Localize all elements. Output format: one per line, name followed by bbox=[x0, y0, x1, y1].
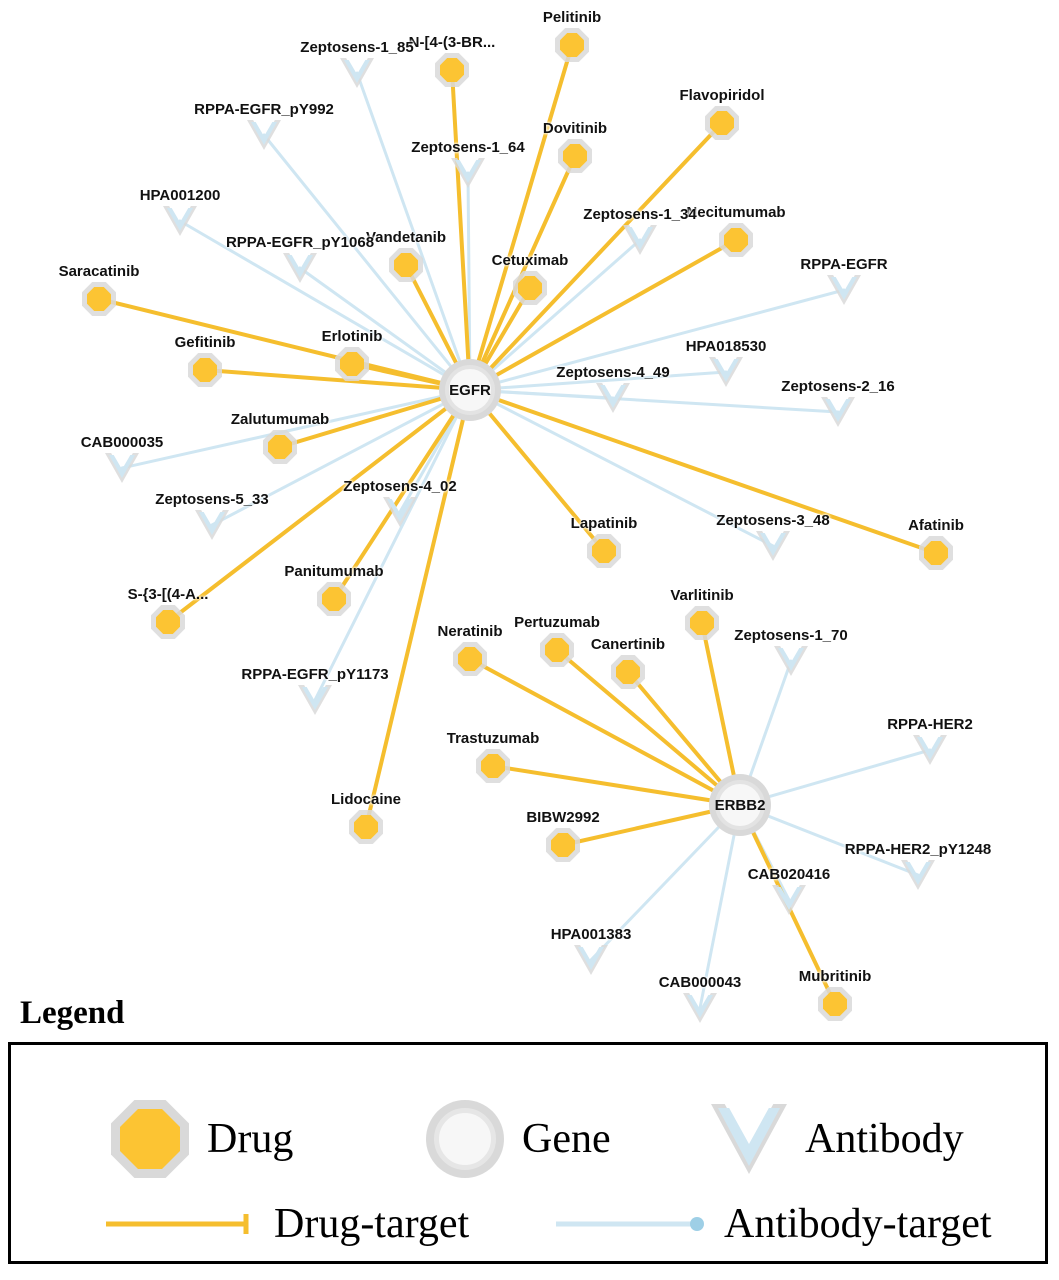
drug-node-trastuzumab[interactable] bbox=[446, 730, 540, 783]
node-label: Dovitinib bbox=[542, 120, 608, 137]
node-label: Zalutumumab bbox=[230, 411, 330, 428]
gene-node-egfr[interactable] bbox=[439, 359, 501, 421]
node-label: CAB000035 bbox=[80, 434, 164, 451]
antibody-node-zeptosens-2-16[interactable] bbox=[781, 378, 895, 427]
node-label: Zeptosens-2_16 bbox=[781, 378, 895, 395]
node-label: RPPA-EGFR_pY1173 bbox=[241, 666, 389, 683]
antibody-shape bbox=[827, 275, 861, 305]
node-label: HPA018530 bbox=[685, 338, 767, 355]
drug-core bbox=[193, 358, 217, 382]
antibody-node-zeptosens-1-64[interactable] bbox=[411, 139, 525, 188]
node-label: Mubritinib bbox=[798, 968, 872, 985]
drug-target-edge-icon bbox=[106, 1209, 256, 1239]
drug-node-flavopiridol[interactable] bbox=[679, 87, 765, 140]
node-label: Afatinib bbox=[908, 517, 964, 534]
node-label: CAB020416 bbox=[747, 866, 831, 883]
node-label: Zeptosens-5_33 bbox=[155, 491, 269, 508]
antibody-shape bbox=[163, 206, 197, 236]
antibody-node-rppa-egfr-py1173[interactable] bbox=[241, 666, 389, 715]
antibody-node-rppa-egfr-py992[interactable] bbox=[194, 101, 334, 150]
node-label: Pelitinib bbox=[542, 9, 602, 26]
node-label: Flavopiridol bbox=[679, 87, 765, 104]
node-label: ERBB2 bbox=[714, 796, 766, 814]
antibody-node-hpa001200[interactable] bbox=[139, 187, 221, 236]
antibody-node-rppa-egfr[interactable] bbox=[800, 256, 888, 305]
drug-node-afatinib[interactable] bbox=[908, 517, 964, 570]
node-label: Vandetanib bbox=[365, 229, 447, 246]
antibody-node-zeptosens-1-85[interactable] bbox=[300, 39, 414, 88]
node-label: Saracatinib bbox=[58, 263, 140, 280]
antibody-shape bbox=[298, 685, 332, 715]
drug-core bbox=[268, 435, 292, 459]
drug-node-pelitinib[interactable] bbox=[542, 9, 602, 62]
antibody-node-rppa-egfr-py1068[interactable] bbox=[225, 234, 375, 283]
drug-node-canertinib[interactable] bbox=[590, 636, 666, 689]
node-label: Gefitinib bbox=[174, 334, 236, 351]
node-label: Erlotinib bbox=[321, 328, 383, 345]
drug-node-lapatinib[interactable] bbox=[570, 515, 638, 568]
node-label: RPPA-HER2_pY1248 bbox=[844, 841, 992, 858]
drug-node-icon bbox=[111, 1100, 189, 1178]
drug-node-erlotinib[interactable] bbox=[321, 328, 383, 381]
antibody-shape bbox=[774, 646, 808, 676]
legend-label-antibody-target: Antibody-target bbox=[724, 1201, 992, 1247]
antibody-shape bbox=[901, 860, 935, 890]
antibody-node-cab020416[interactable] bbox=[747, 866, 831, 915]
drug-node-gefitinib[interactable] bbox=[174, 334, 236, 387]
node-label: RPPA-HER2 bbox=[887, 716, 973, 733]
antibody-shape bbox=[772, 885, 806, 915]
antibody-shape bbox=[709, 357, 743, 387]
antibody-node-rppa-her2-py1248[interactable] bbox=[844, 841, 992, 890]
drug-node-neratinib[interactable] bbox=[437, 623, 503, 676]
drug-node-cetuximab[interactable] bbox=[491, 252, 569, 305]
antibody-shape bbox=[821, 397, 855, 427]
drug-node-vandetanib[interactable] bbox=[365, 229, 447, 282]
antibody-node-zeptosens-1-70[interactable] bbox=[734, 627, 848, 676]
node-label: Canertinib bbox=[590, 636, 666, 653]
node-label: CAB000043 bbox=[658, 974, 742, 991]
antibody-node-cab000043[interactable] bbox=[658, 974, 742, 1023]
antibody-shape bbox=[340, 58, 374, 88]
gene-node-icon bbox=[426, 1100, 504, 1178]
node-label: Zeptosens-1_64 bbox=[411, 139, 525, 156]
node-label: RPPA-EGFR bbox=[800, 256, 888, 273]
drug-node-necitumumab[interactable] bbox=[686, 204, 786, 257]
antibody-shape bbox=[283, 253, 317, 283]
node-label: Zeptosens-4_02 bbox=[343, 478, 457, 495]
node-label: Zeptosens-4_49 bbox=[556, 364, 670, 381]
legend-edge-drug-target bbox=[106, 1200, 469, 1248]
node-label: Zeptosens-1_70 bbox=[734, 627, 848, 644]
node-label: Neratinib bbox=[437, 623, 503, 640]
drug-node-varlitinib[interactable] bbox=[670, 587, 734, 640]
node-label: RPPA-EGFR_pY1068 bbox=[225, 234, 375, 251]
drug-node-lidocaine[interactable] bbox=[330, 791, 402, 844]
antibody-node-zeptosens-4-02[interactable] bbox=[343, 478, 457, 527]
gene-node-erbb2[interactable] bbox=[709, 774, 771, 836]
node-label: EGFR bbox=[449, 381, 491, 399]
legend-item-antibody bbox=[711, 1104, 964, 1174]
node-label: S-{3-[(4-A... bbox=[127, 586, 209, 603]
drug-core bbox=[394, 253, 418, 277]
drug-core bbox=[340, 352, 364, 376]
antibody-node-hpa018530[interactable] bbox=[685, 338, 767, 387]
drug-core bbox=[440, 58, 464, 82]
node-label: Trastuzumab bbox=[446, 730, 540, 747]
antibody-node-rppa-her2[interactable] bbox=[887, 716, 973, 765]
antibody-shape bbox=[451, 158, 485, 188]
legend-label-drug: Drug bbox=[207, 1116, 294, 1162]
node-label: Zeptosens-1_34 bbox=[583, 206, 697, 223]
drug-node-panitumumab[interactable] bbox=[284, 563, 384, 616]
antibody-shape bbox=[383, 497, 417, 527]
node-label: Panitumumab bbox=[284, 563, 384, 580]
node-label: Necitumumab bbox=[686, 204, 786, 221]
node-label: Lidocaine bbox=[330, 791, 402, 808]
edge bbox=[315, 390, 470, 700]
antibody-shape bbox=[683, 993, 717, 1023]
legend-label-drug-target: Drug-target bbox=[274, 1201, 470, 1247]
legend-edge-antibody-target bbox=[556, 1200, 992, 1248]
node-label: RPPA-EGFR_pY992 bbox=[194, 101, 334, 118]
node-label: BIBW2992 bbox=[526, 809, 600, 826]
antibody-target-edge-icon bbox=[556, 1209, 706, 1239]
antibody-shape bbox=[756, 531, 790, 561]
legend-item-drug bbox=[111, 1100, 293, 1178]
antibody-shape bbox=[247, 120, 281, 150]
drug-core bbox=[87, 287, 111, 311]
node-label: Zeptosens-1_85 bbox=[300, 39, 414, 56]
antibody-shape bbox=[596, 383, 630, 413]
drug-node-n-4-3-br[interactable] bbox=[408, 34, 496, 87]
antibody-node-zeptosens-5-33[interactable] bbox=[155, 491, 269, 540]
antibody-node-cab000035[interactable] bbox=[80, 434, 164, 483]
legend-label-gene: Gene bbox=[522, 1116, 611, 1162]
drug-node-zalutumumab[interactable] bbox=[230, 411, 330, 464]
antibody-node-zeptosens-4-49[interactable] bbox=[556, 364, 670, 413]
node-label: Pertuzumab bbox=[514, 614, 600, 631]
antibody-shape bbox=[623, 225, 657, 255]
legend-title: Legend bbox=[20, 995, 125, 1031]
drug-node-mubritinib[interactable] bbox=[798, 968, 872, 1021]
antibody-shape bbox=[105, 453, 139, 483]
node-label: Zeptosens-3_48 bbox=[716, 512, 830, 529]
antibody-node-icon bbox=[711, 1104, 787, 1174]
drug-node-bibw2992[interactable] bbox=[526, 809, 600, 862]
node-label: Varlitinib bbox=[670, 587, 734, 604]
node-label: N-[4-(3-BR... bbox=[408, 34, 496, 51]
legend-label-antibody: Antibody bbox=[805, 1116, 964, 1162]
legend-item-gene bbox=[426, 1100, 611, 1178]
antibody-node-hpa001383[interactable] bbox=[550, 926, 632, 975]
antibody-shape bbox=[195, 510, 229, 540]
drug-node-s-3-4-a[interactable] bbox=[127, 586, 209, 639]
node-label: HPA001200 bbox=[139, 187, 221, 204]
drug-node-dovitinib[interactable] bbox=[542, 120, 608, 173]
antibody-node-zeptosens-1-34[interactable] bbox=[583, 206, 697, 255]
node-label: Lapatinib bbox=[570, 515, 638, 532]
antibody-node-zeptosens-3-48[interactable] bbox=[716, 512, 830, 561]
antibody-shape bbox=[574, 945, 608, 975]
drug-node-pertuzumab[interactable] bbox=[514, 614, 600, 667]
antibody-shape bbox=[913, 735, 947, 765]
node-label: Cetuximab bbox=[491, 252, 569, 269]
drug-node-saracatinib[interactable] bbox=[58, 263, 140, 316]
node-label: HPA001383 bbox=[550, 926, 632, 943]
legend-box bbox=[8, 1042, 1048, 1264]
